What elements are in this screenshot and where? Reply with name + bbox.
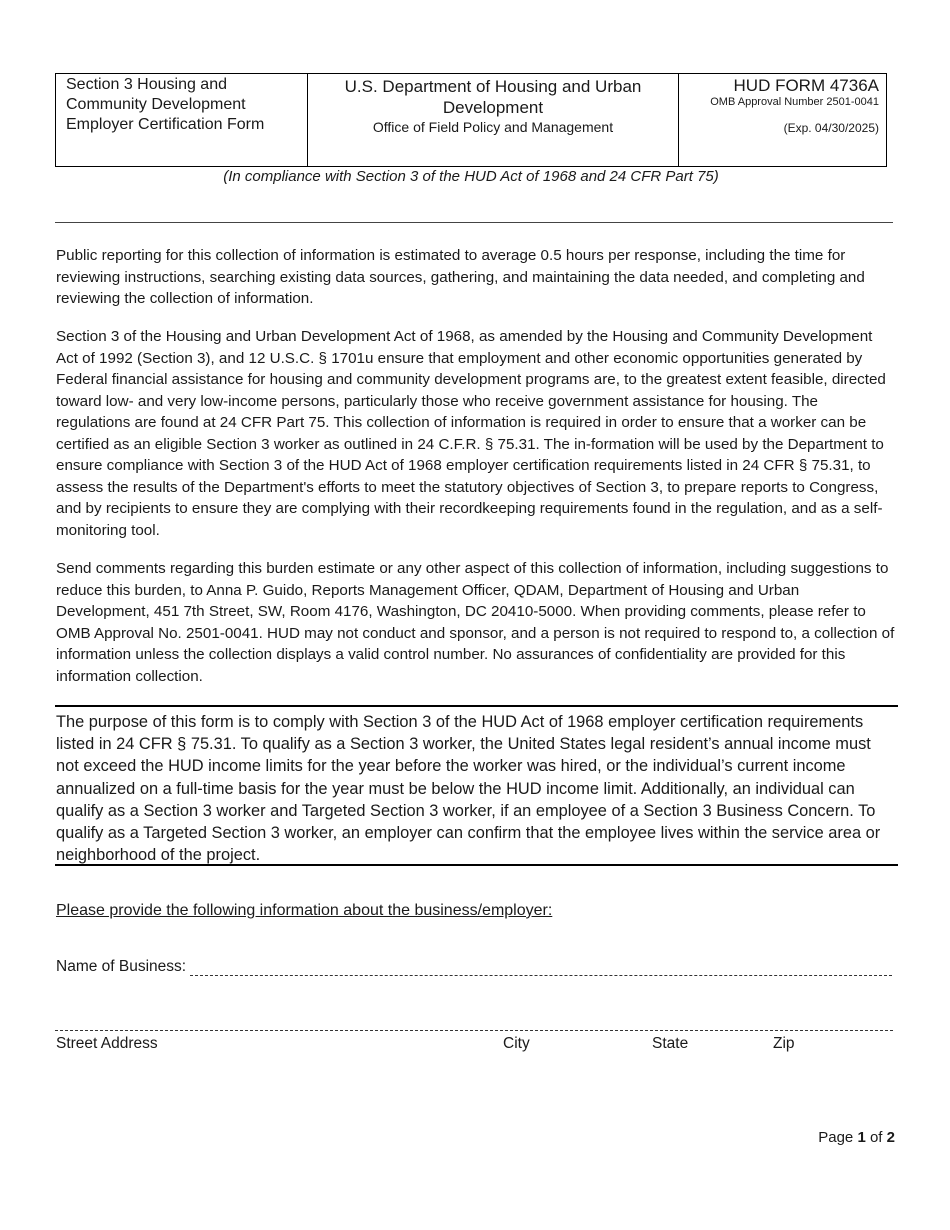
street-address-label: Street Address <box>56 1035 158 1052</box>
zip-label: Zip <box>773 1035 795 1052</box>
business-name-label: Name of Business: <box>56 958 187 975</box>
department-name: U.S. Department of Housing and Urban <box>344 77 642 96</box>
business-name-row <box>56 958 892 976</box>
form-header-table <box>55 73 887 167</box>
authority-statement: Section 3 of the Housing and Urban Development Act of 1968, as amended by the Housing and Community Development Act of 1992 (Section 3), and 12 U.S.C. § 1701u ensure that employment and other economic opportunities generated by Federal financial assistance for housing and community development programs are, to the greatest extent feasible, directed toward low- and very low-income persons, particularly those who receive government assistance for housing. The regulations are found at 24 CFR Part 75. This collection of information is required in order to ensure that a worker can be certified as an eligible Section 3 worker as outlined in 24 C.F.R. § 75.31. The in-formation will be used by the Department to ensure compliance with Section 3 of the HUD Act of 1968 employer certification requirements listed in 24 CFR § 75.31, to assess the results of the Department's efforts to meet the statutory objectives of Section 3, to prepare reports to Congress, and by recipients to ensure they are complying with their recordkeeping requirements found in the regulation, and as a self-monitoring tool. <box>56 328 886 539</box>
page-of: of <box>869 1129 883 1146</box>
expiration-date: (Exp. 04/30/2025) <box>783 121 879 135</box>
comments-statement: Send comments regarding this burden estimate or any other aspect of this collection of information, including suggestions to reduce this burden, to Anna P. Guido, Reports Management Officer, QDAM, Department of Housing and Urban Development, 451 7th Street, SW, Room 4176, Washington, DC 20410-5000. When providing comments, please refer to OMB Approval No. 2501-0041. HUD may not conduct and sponsor, and a person is not required to respond to, a collection of information unless the collection displays a valid control number. No assurances of confidentiality are provided for this information collection. <box>56 560 895 685</box>
form-number: HUD FORM 4736A <box>733 76 879 95</box>
page-number <box>818 1129 895 1146</box>
business-section-heading: Please provide the following information about the business/employer: <box>56 902 553 919</box>
page-current: 1 <box>857 1129 866 1146</box>
form-title-line: Community Development <box>66 96 246 113</box>
state-label: State <box>652 1035 689 1052</box>
page-prefix: Page <box>818 1129 854 1146</box>
compliance-note: (In compliance with Section 3 of the HUD Act of 1968 and 24 CFR Part 75) <box>223 168 719 185</box>
omb-approval: OMB Approval Number 2501-0041 <box>710 96 879 108</box>
burden-statement: Public reporting for this collection of information is estimated to average 0.5 hours per response, including the time for reviewing instructions, searching existing data sources, gathering, and maintaining the data needed, and completing and reviewing the collection of information. <box>56 247 865 307</box>
page-total: 2 <box>886 1129 895 1146</box>
purpose-statement: The purpose of this form is to comply with Section 3 of the HUD Act of 1968 employer certification requirements listed in 24 CFR § 75.31. To qualify as a Section 3 worker, the United States legal resident’s annual income must not exceed the HUD income limits for the year before the worker was hired, or the individual’s current income annualized on a full-time basis for the year must be below the HUD income limit. Additionally, an individual can qualify as a Section 3 worker and Targeted Section 3 worker, if an employee of a Section 3 Business Concern. To qualify as a Targeted Section 3 worker, an employer can confirm that the employee lives within the service area or neighborhood of the project. <box>55 705 898 866</box>
department-name-cont: Development <box>442 98 544 117</box>
address-field[interactable] <box>55 1030 893 1031</box>
form-title-line: Section 3 Housing and <box>66 76 227 93</box>
office-name: Office of Field Policy and Management <box>372 119 614 135</box>
business-name-field[interactable] <box>190 961 892 976</box>
form-title-line: Employer Certification Form <box>66 116 265 133</box>
form-title-cell <box>56 74 308 166</box>
divider <box>55 222 893 223</box>
city-label: City <box>503 1035 530 1052</box>
form-number-cell <box>679 74 886 166</box>
department-cell <box>308 74 679 166</box>
